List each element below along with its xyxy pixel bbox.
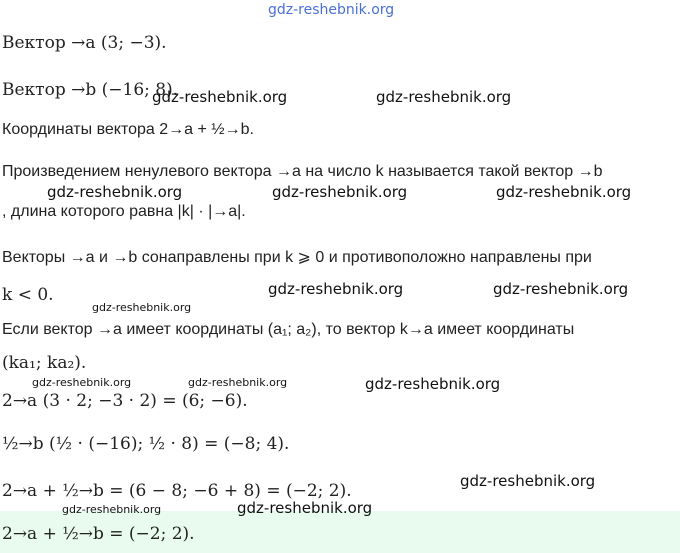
vector-a-line: Вектор →a (3; −3). [2,33,167,53]
calc-sum: 2→a + ½→b = (6 − 8; −6 + 8) = (−2; 2). [2,481,352,501]
watermark: gdz-reshebnik.org [62,503,162,516]
watermark: gdz-reshebnik.org [365,375,501,393]
watermark: gdz-reshebnik.org [152,88,288,106]
watermark: gdz-reshebnik.org [460,472,596,490]
definition-line-2: , длина которого равна |k| · |→a|. [2,203,246,220]
watermark: gdz-reshebnik.org [92,301,192,314]
watermark: gdz-reshebnik.org [188,376,288,389]
watermark: gdz-reshebnik.org [493,280,629,298]
watermark: gdz-reshebnik.org [47,183,183,201]
direction-line-2: k < 0. [2,285,54,305]
direction-line-1: Векторы →a и →b сонаправлены при k ⩾ 0 и противоположно направлены при [2,249,592,266]
watermark: gdz-reshebnik.org [268,280,404,298]
calc-half-b: ½→b (½ · (−16); ½ · 8) = (−8; 4). [2,434,290,454]
watermark: gdz-reshebnik.org [376,88,512,106]
definition-line-1: Произведением ненулевого вектора →a на число k называется такой вектор →b [2,163,603,180]
watermark: gdz-reshebnik.org [272,183,408,201]
watermark: gdz-reshebnik.org [237,499,373,517]
coordinates-rule-result: (ka₁; ka₂). [2,353,87,373]
watermark: gdz-reshebnik.org [32,376,132,389]
answer-line: 2→a + ½→b = (−2; 2). [2,524,195,544]
coordinates-rule-line: Если вектор →a имеет координаты (a₁; a₂), то вектор k→a имеет координаты [2,321,575,338]
vector-b-line: Вектор →b (−16; 8). [2,80,179,100]
watermark: gdz-reshebnik.org [496,183,632,201]
calc-2a: 2→a (3 · 2; −3 · 2) = (6; −6). [2,391,248,411]
watermark-top: gdz-reshebnik.org [268,2,395,18]
task-line: Координаты вектора 2→a + ½→b. [2,121,254,138]
